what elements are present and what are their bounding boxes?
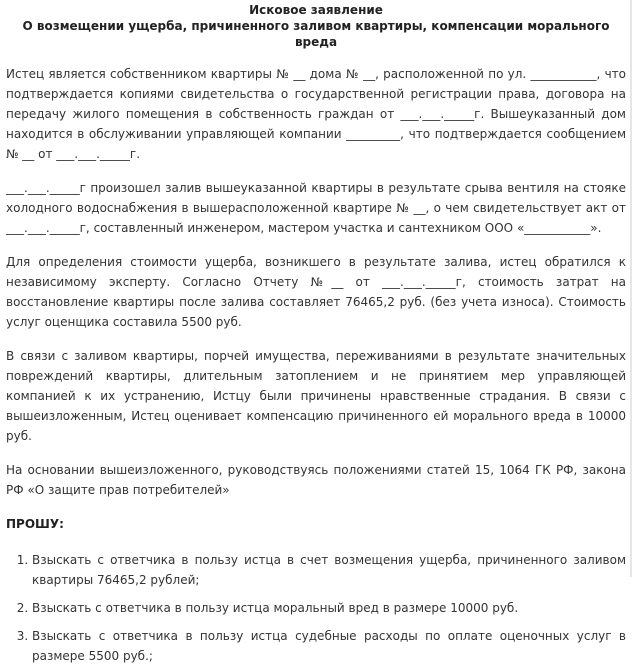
paragraph-damage-cost: Для определения стоимости ущерба, возникшего в результате залива, истец обратился к независимому эксперту. Согласно Отчету №__ от ___.___._____г, стоимость затрат на восстановление квартиры после залива составляет 76465,2 руб. (без учета износа). Стоимость услуг оценщика составила 5500 руб.: [6, 255, 626, 329]
paragraph-moral-damage: В связи с заливом квартиры, порчей имущества, переживаниями в результате значительных повреждений квартиры, длительным затоплением и не принятием мер управляющей компанией к их устранению, Истцу были причинены нравственные страдания. В связи с вышеизложенным, Истец оценивает компенсацию причиненного ей морального вреда в 10000 руб.: [6, 349, 626, 443]
document: [6, 0, 626, 666]
document-subtitle: О возмещении ущерба, причиненного заливом квартиры, компенсации морального вреда: [22, 19, 610, 49]
request-heading: ПРОШУ:: [6, 517, 64, 531]
request-item-damage: 1. Взыскать с ответчика в пользу истца в счет возмещения ущерба, причиненного заливом квартиры 76465,2 рублей;: [32, 550, 626, 590]
request-item-moral: 2. Взыскать с ответчика в пользу истца моральный вред в размере 10000 руб.: [32, 598, 626, 618]
paragraph-ownership: Истец является собственником квартиры № __ дома № __, расположенной по ул. ___________, что подтверждается копиями свидетельства о государственной регистрации права, договора на передачу жилого помещения в собственность граждан от ___.___._____г. Вышеуказанный дом находится в обслуживании управляющей компании _________, что подтверждается сообщением № __ от ___.___._____г.: [6, 67, 626, 161]
paragraph-legal-basis: На основании вышеизложенного, руководствуясь положениями статей 15, 1064 ГК РФ, закона РФ «О защите прав потребителей»: [6, 463, 626, 497]
request-item-expenses: 3. Взыскать с ответчика в пользу истца судебные расходы по оплате оценочных услуг в размере 5500 руб.;: [32, 626, 626, 666]
paragraph-flooding: ___.___._____г произошел залив вышеуказанной квартиры в результате срыва вентиля на стояке холодного водоснабжения в вышерасположенной квартире № __, о чем свидетельствует акт от ___.___._____г, составленный инженером, мастером участка и сантехником ООО «___________».: [6, 181, 626, 235]
document-title: Исковое заявление: [249, 3, 383, 17]
request-list: [6, 550, 626, 666]
